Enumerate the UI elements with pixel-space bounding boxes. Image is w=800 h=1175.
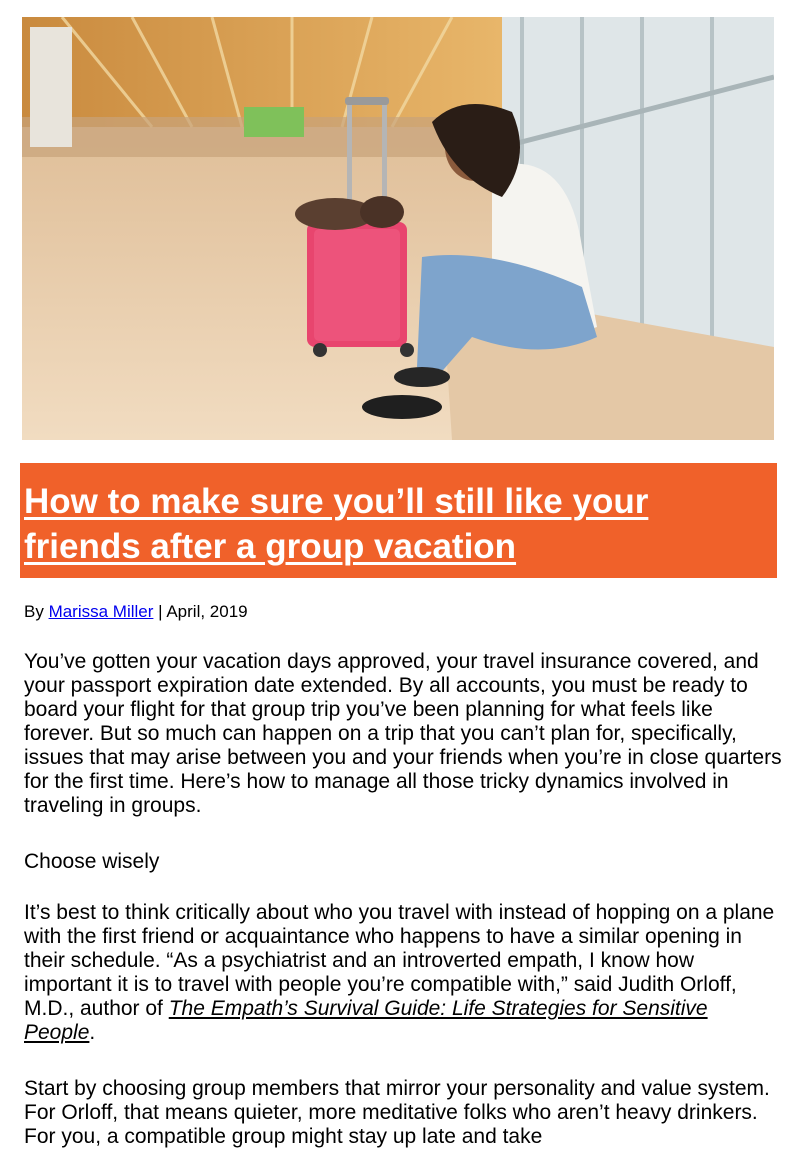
paragraph-2 <box>24 901 784 1045</box>
paragraph-3: Start by choosing group members that mirror your personality and value system. For Orloff, that means quieter, more meditative folks who aren’t heavy drinkers. For you, a compatible group might stay up late and take <box>24 1077 770 1148</box>
paragraph-2-end: . <box>89 1021 96 1044</box>
book-title-link[interactable]: The Empath’s Survival Guide: Life Strategies for Sensitive People <box>24 997 708 1044</box>
paragraph-2-text: It’s best to think critically about who you travel with instead of hopping on a plane with the first friend or acquaintance who happens to have a similar opening in their schedule. “As a psychiatrist and an introverted empath, I know how important it is to travel with people you’re compatible with,” said Judith Orloff, M.D., author of <box>24 901 775 1020</box>
byline <box>24 601 248 623</box>
section-subheading: Choose wisely <box>24 850 160 873</box>
hero-image <box>22 17 774 440</box>
byline-separator: | <box>153 602 167 621</box>
byline-prefix: By <box>24 602 49 621</box>
author-link[interactable]: Marissa Miller <box>48 602 154 621</box>
article-title[interactable]: How to make sure you’ll still like your friends after a group vacation <box>24 482 649 566</box>
paragraph-1: You’ve gotten your vacation days approved, your travel insurance covered, and your passport expiration date extended. By all accounts, you must be ready to board your flight for that group trip you’ve been planning for what feels like forever. But so much can happen on a trip that you can’t plan for, specifically, issues that may arise between you and your friends when you’re in close quarters for the first time. Here’s how to manage all those tricky dynamics involved in traveling in groups. <box>24 650 782 817</box>
title-banner <box>20 463 777 578</box>
publish-date: April, 2019 <box>166 602 248 621</box>
